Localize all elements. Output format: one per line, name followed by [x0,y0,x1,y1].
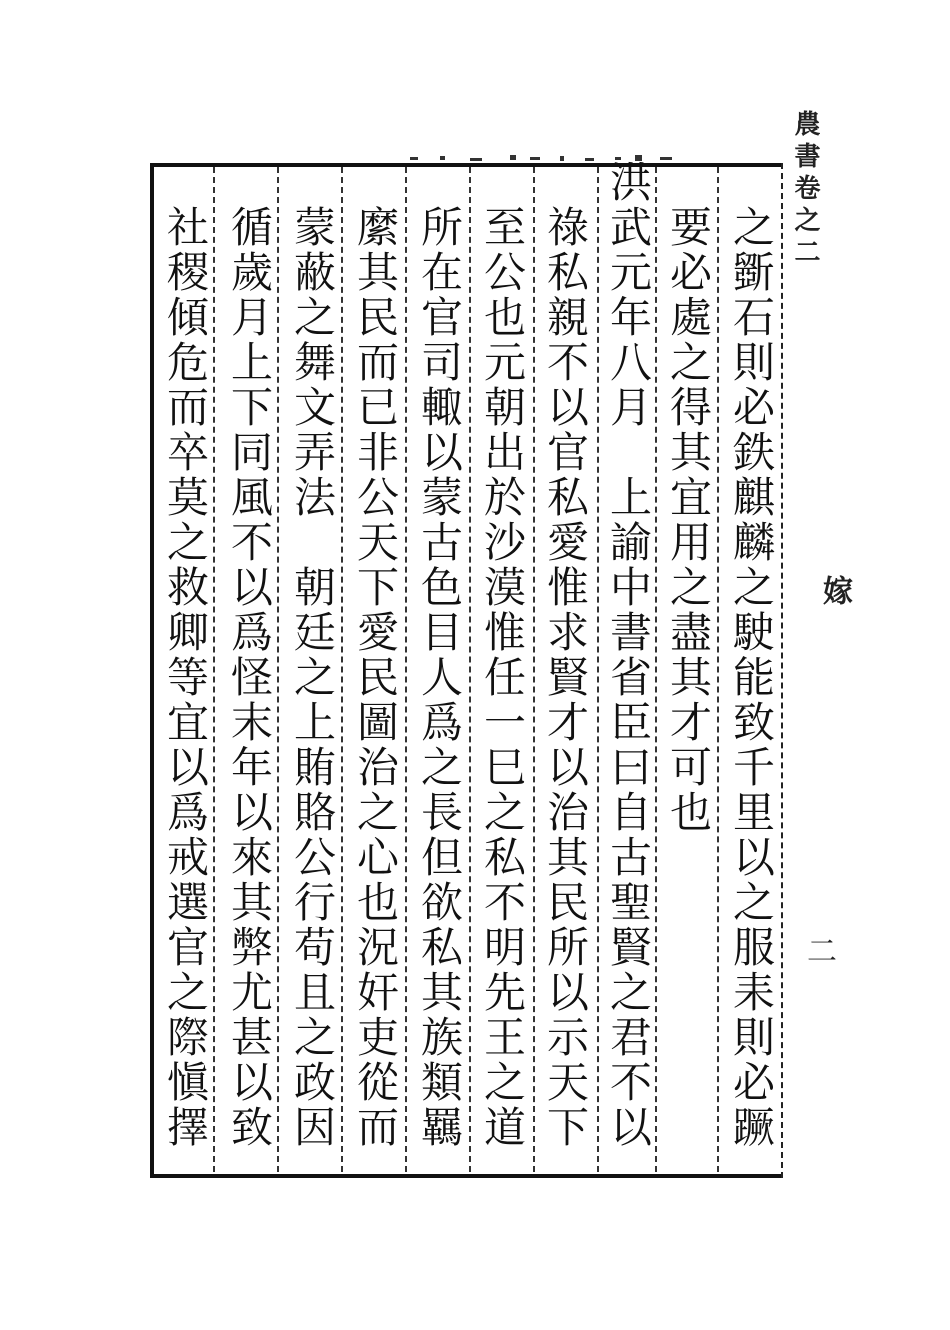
text-column-1: 之斵石則必鉄麒麟之駛能致千里以之服耒則必蹶 [727,205,776,1150]
column-rule [405,167,407,1172]
text-column-4: 祿私親不以官私愛惟求賢才以治其民所以示天下 [541,205,590,1150]
column-rule [597,167,599,1172]
column-rule [469,167,471,1172]
text-column-10: 社稷傾危而卒莫之救卿等宜以爲戒選官之際愼擇 [161,205,210,1150]
ink-specks [400,150,700,164]
text-column-6: 所在官司輙以蒙古色目人爲之長但欲私其族類羈 [415,205,464,1150]
text-column-7: 縻其民而已非公天下愛民圖治之心也況奸吏從而 [351,205,400,1150]
text-column-2: 要必處之得其宜用之盡其才可也 [664,205,713,835]
frame-right-edge [781,163,783,1178]
text-column-9: 循歲月上下同風不以爲怪末年以來其弊尤甚以致 [225,205,274,1150]
column-rule [655,167,657,1172]
column-rule [533,167,535,1172]
text-column-3: 洪武元年八月 上諭中書省臣曰自古聖賢之君不以 [604,160,653,1150]
column-rule [341,167,343,1172]
folio-number: 二 [801,935,836,965]
text-column-5: 至公也元朝出於沙漠惟任一巳之私不明先王之道 [478,205,527,1150]
fold-header [790,110,820,870]
text-column-8: 蒙蔽之舞文弄法 朝廷之上賄賂公行苟且之政因 [288,205,337,1150]
book-title: 農書卷之二 [790,110,820,270]
column-rule [277,167,279,1172]
column-rule [213,167,215,1172]
section-mark: 嫁 [817,575,852,605]
column-rule [717,167,719,1172]
